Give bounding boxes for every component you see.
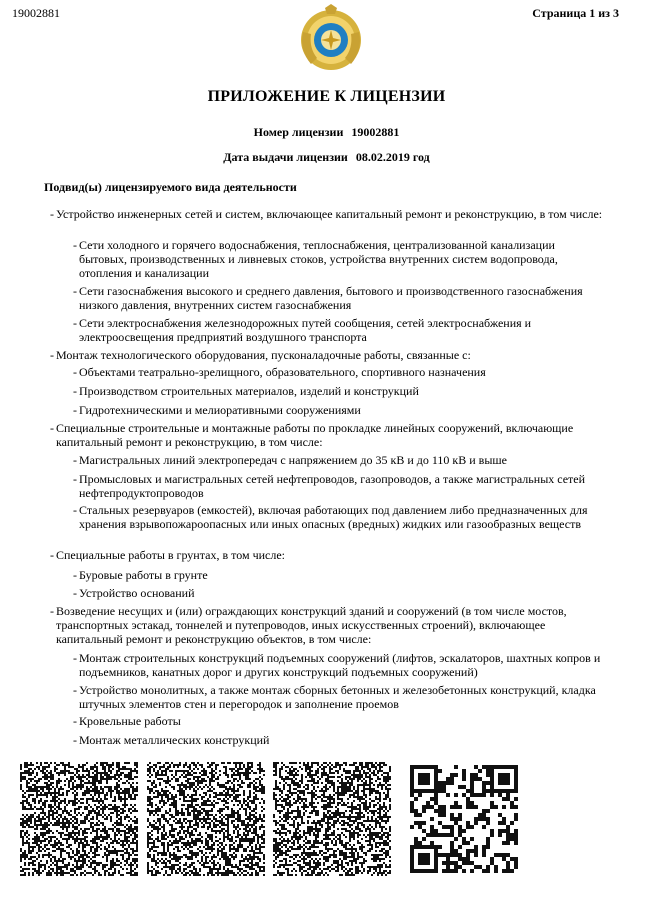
- list-item: - Возведение несущих и (или) ограждающих конструкций зданий и сооружений (в том числе мостов, транспортных эстакад, тоннелей и путепроводов, иных искусственных строений), включающее капитальный ремонт и реконструкцию объектов, в том числе:: [50, 604, 567, 646]
- list-item: - Стальных резервуаров (емкостей), включая работающих под давлением либо предназначенных для хранения взрывопожароопасных или иных опасных (вредных) жидких или газообразных веществ: [73, 503, 588, 531]
- list-item: - Сети холодного и горячего водоснабжения, теплоснабжения, централизованной канализации бытовых, производственных и ливневых стоков, устройства внутренних систем водопровода, отопления и канализации: [73, 238, 558, 280]
- list-item: - Специальные работы в грунтах, в том числе:: [50, 548, 285, 562]
- list-item: - Объектами театрально-зрелищного, образовательного, спортивного назначения: [73, 365, 486, 379]
- license-number-label: Номер лицензии: [253, 125, 344, 139]
- list-item: - Монтаж технологического оборудования, пусконаладочные работы, связанные с:: [50, 348, 471, 362]
- list-item: - Магистральных линий электропередач с напряжением до 35 кВ и до 110 кВ и выше: [73, 453, 507, 467]
- page-indicator: Страница 1 из 3: [532, 6, 619, 20]
- list-item: - Кровельные работы: [73, 714, 181, 728]
- qr-code-icon: [410, 762, 518, 876]
- list-item: - Устройство инженерных сетей и систем, включающее капитальный ремонт и реконструкцию, в том числе:: [50, 207, 603, 221]
- license-date-value: 08.02.2019 год: [355, 150, 430, 164]
- license-date-line: [0, 150, 653, 165]
- list-item: - Буровые работы в грунте: [73, 568, 208, 582]
- data-matrix-code-3-icon: [273, 762, 391, 876]
- list-item: - Устройство оснований: [73, 586, 195, 600]
- list-item: - Сети газоснабжения высокого и среднего давления, бытового и производственного газоснабжения низкого давления, внутренних систем газоснабжения: [73, 284, 583, 312]
- list-item: - Сети электроснабжения железнодорожных путей сообщения, сетей электроснабжения и электроосвещения предприятий воздушного транспорта: [73, 316, 532, 344]
- list-item: - Гидротехническими и мелиоративными сооружениями: [73, 403, 361, 417]
- license-date-label: Дата выдачи лицензии: [223, 150, 348, 164]
- list-item: - Специальные строительные и монтажные работы по прокладке линейных сооружений, включающие капитальный ремонт и реконструкцию, в том числе:: [50, 421, 574, 449]
- list-item: - Производством строительных материалов, изделий и конструкций: [73, 384, 419, 398]
- list-item: - Монтаж металлических конструкций: [73, 733, 270, 747]
- license-number-value: 19002881: [351, 125, 400, 139]
- section-title: Подвид(ы) лицензируемого вида деятельности: [44, 180, 297, 194]
- list-item: - Монтаж строительных конструкций подъемных сооружений (лифтов, эскалаторов, шахтных копров и подъемников, канатных дорог и других конструкций подъемных сооружений): [73, 651, 601, 679]
- page-title: ПРИЛОЖЕНИЕ К ЛИЦЕНЗИИ: [207, 88, 446, 105]
- document-number: 19002881: [12, 6, 60, 20]
- data-matrix-code-1-icon: [20, 762, 138, 876]
- license-number-line: [0, 125, 653, 140]
- state-emblem-icon: [297, 4, 365, 72]
- list-item: - Устройство монолитных, а также монтаж сборных бетонных и железобетонных конструкций, кладка штучных элементов стен и перегородок и заполнение проемов: [73, 683, 596, 711]
- list-item: - Промысловых и магистральных сетей нефтепроводов, газопроводов, а также магистральных сетей нефтепродуктопроводов: [73, 472, 586, 500]
- data-matrix-code-2-icon: [147, 762, 265, 876]
